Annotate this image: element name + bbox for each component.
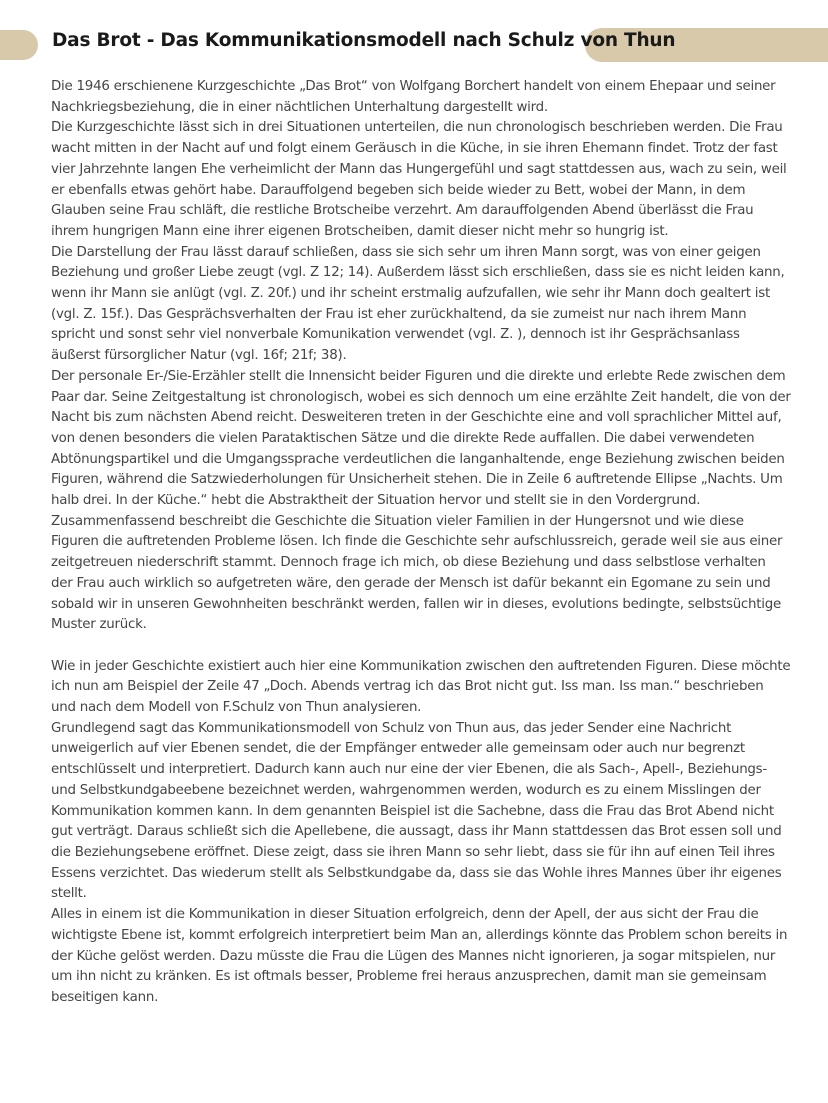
paragraph-communication-intro: Wie in jeder Geschichte existiert auch hier eine Kommunikation zwischen den auftretenden Figuren. Diese möchte ich nun am Beispiel der Zeile 47 „Doch. Abends vertrag ich das Brot nicht gut. Iss man. Iss man.“ beschrieben und nach dem Modell von F.Schulz von Thun analysieren.: [51, 658, 791, 716]
paragraph-intro: Die 1946 erschienene Kurzgeschichte „Das Brot“ von Wolfgang Borchert handelt von einem Ehepaar und seiner Nachkriegsbeziehung, die in einer nächtlichen Unterhaltung dargestellt wird.: [51, 79, 776, 115]
paragraph-characterization: Die Darstellung der Frau lässt darauf schließen, dass sie sich sehr um ihren Mann sorgt, was von einer geigen Beziehung und großer Liebe zeugt (vgl. Z 12; 14). Außerdem lässt sich erschließen, dass sie es nicht leiden kann, wenn ihr Mann sie anlügt (vgl. Z. 20f.) und ihr scheint erstmalig aufzufallen, wie sehr ihr Mann doch gealtert ist (vgl. Z. 15f.). Das Gesprächsverhalten der Frau ist eher zurückhaltend, da sie zumeist nur nach ihrem Mann spricht und sonst sehr viel nonverbale Komunikation verwendet (vgl. Z. ), dennoch ist ihr Gesprächsanlass äußerst fürsorglicher Natur (vgl. 16f; 21f; 38).: [51, 244, 785, 364]
document-body: [51, 77, 791, 1009]
paragraph-conclusion: Zusammenfassend beschreibt die Geschichte die Situation vieler Familien in der Hungersnot und wie diese Figuren die auftretenden Probleme lösen. Ich finde die Geschichte sehr aufschlussreich, gerade weil sie aus einer zeitgetreuen niederschrift stammt. Dennoch frage ich mich, ob diese Beziehung und dass selbstlose verhalten der Frau auch wirklich so aufgetreten wäre, den gerade der Mensch ist dafür bekannt ein Egomane zu sein und sobald wir in unseren Gewohnheiten beschränkt werden, fallen wir in dieses, evolutions bedingte, selbstsüchtige Muster zurück.: [51, 513, 783, 633]
paragraph-final: Alles in einem ist die Kommunikation in dieser Situation erfolgreich, denn der Apell, der aus sicht der Frau die wichtigste Ebene ist, kommt erfolgreich interpretiert beim Man an, allerdings könnte das Problem schon bereits in der Küche gelöst werden. Dazu müsste die Frau die Lügen des Mannes nicht ignorieren, ja sogar mitspielen, nur um ihn nicht zu kränken. Es ist oftmals besser, Probleme frei heraus anzusprechen, damit man sie gemeinsam beseitigen kann.: [51, 907, 788, 1005]
header-accent-left: [0, 30, 38, 60]
paragraph-summary: Die Kurzgeschichte lässt sich in drei Situationen unterteilen, die nun chronologisch beschrieben werden. Die Frau wacht mitten in der Nacht auf und folgt einem Geräusch in die Küche, in sie ihren Ehemann findet. Trotz der fast vier Jahrzehnte langen Ehe verheimlicht der Mann das Hungergefühl und sagt stattdessen aus, wach zu sein, weil er ebenfalls etwas gehört habe. Darauffolgend begeben sich beide wieder zu Bett, wobei der Mann, in dem Glauben seine Frau schläft, die restliche Brotscheibe verzehrt. Am darauffolgenden Abend überlässt die Frau ihrem hungrigen Mann eine ihrer eigenen Brotscheiben, damit dieser nicht mehr so hungrig ist.: [51, 120, 787, 239]
paragraph-model-analysis: Grundlegend sagt das Kommunikationsmodell von Schulz von Thun aus, das jeder Sender eine Nachricht unweigerlich auf vier Ebenen sendet, die der Empfänger entweder alle gemeinsam oder auch nur begrenzt entschlüsselt und interpretiert. Dadurch kann auch nur eine der vier Ebenen, die als Sach-, Apell-, Beziehungs- und Selbstkundgabeebene bezeichnet werden, wahrgenommen werden, wodurch es zu einem Misslingen der Kommunikation kommen kann. In dem genannten Beispiel ist die Sachebne, dass die Frau das Brot Abend nicht gut verträgt. Daraus schließt sich die Apellebene, die aussagt, dass ihr Mann stattdessen das Brot essen soll und die Beziehungsebene eröffnet. Diese zeigt, dass sie ihren Mann so sehr liebt, dass sie für ihn auf einen Teil ihres Essens verzichtet. Das wiederum stellt als Selbstkundgabe da, dass sie das Wohle ihres Mannes über ihr eigenes stellt.: [51, 720, 782, 902]
paragraph-spacer: [51, 636, 791, 657]
paragraph-narrator: Der personale Er-/Sie-Erzähler stellt die Innensicht beider Figuren und die direkte und erlebte Rede zwischen dem Paar dar. Seine Zeitgestaltung ist chronologisch, wobei es sich dennoch um eine erzählte Zeit handelt, die von der Nacht bis zum nächsten Abend reicht. Desweiteren treten in der Geschichte eine and voll sprachlicher Mittel auf, von denen besonders die vielen Parataktischen Sätze und die direkte Rede auffallen. Die dabei verwendeten Abtönungspartikel und die Umgangssprache verdeutlichen die langanhaltende, enge Beziehung zwischen beiden Figuren, während die Satzwiederholungen für Unsicherheit stehen. Die in Zeile 6 auftretende Ellipse „Nachts. Um halb drei. In der Küche.“ hebt die Abstraktheit der Situation hervor und stellt sie in den Vordergrund.: [51, 368, 791, 509]
page-title: Das Brot - Das Kommunikationsmodell nach Schulz von Thun: [52, 30, 676, 51]
